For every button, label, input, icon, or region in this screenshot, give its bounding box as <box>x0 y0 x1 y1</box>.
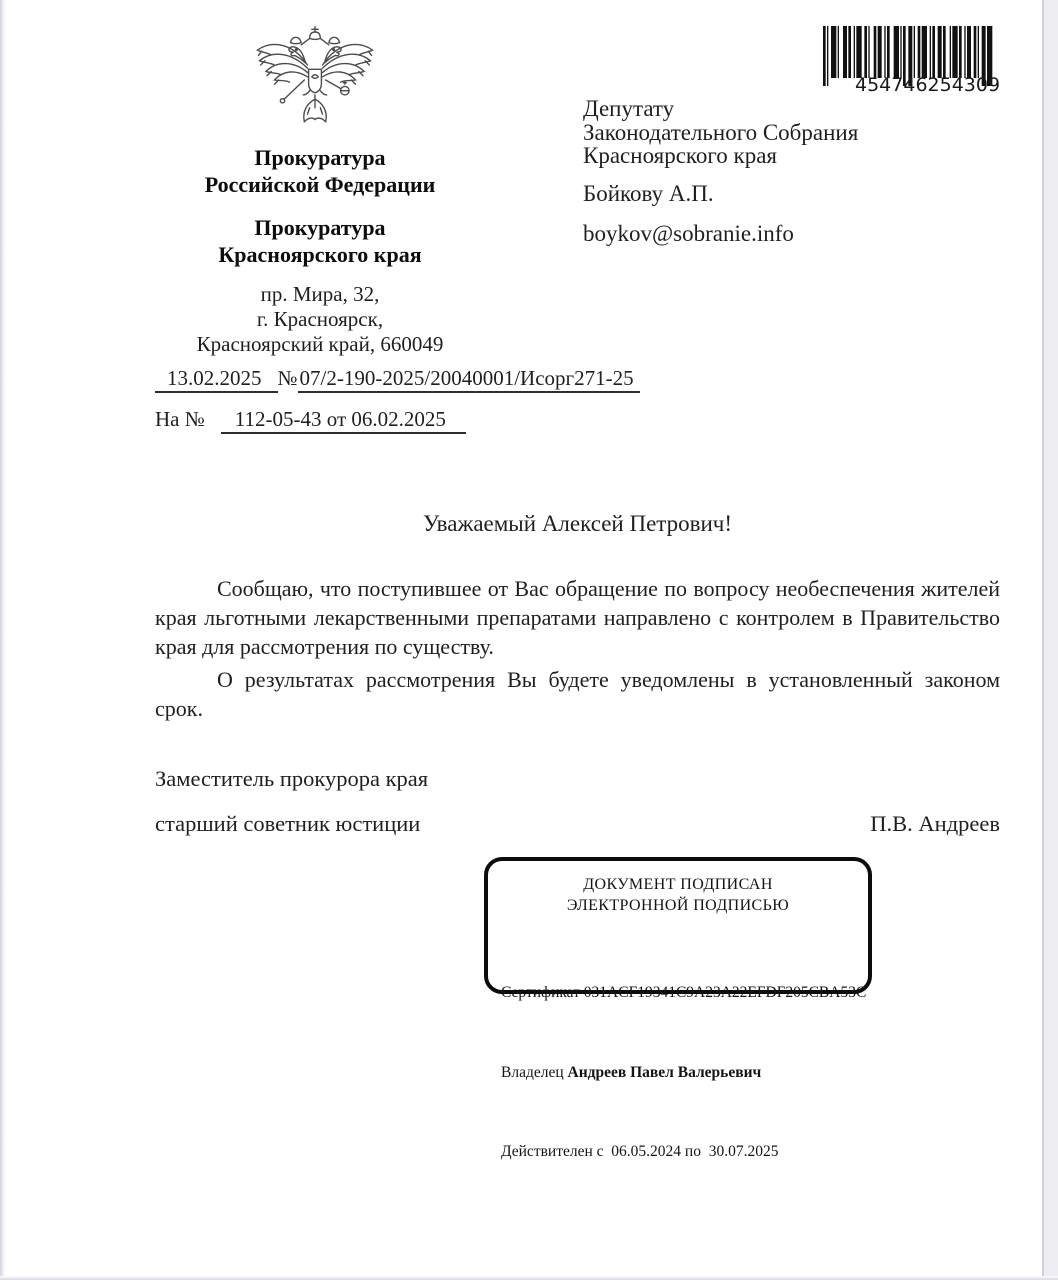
barcode-numbers <box>823 74 1001 96</box>
body-paragraph: Сообщаю, что поступившее от Вас обращение по вопросу необеспечения жителей края льготными лекарственными препаратами направлено с контролем в Правительство края для рассмотрения по существу. <box>155 576 1000 659</box>
number-sign: № <box>277 366 298 390</box>
org-line: Российской Федерации <box>204 172 436 197</box>
recipient-block <box>583 97 858 246</box>
reference-date: 13.02.2025 <box>155 366 278 393</box>
stamp-owner-line <box>501 1060 868 1087</box>
stamp-certificate-line <box>501 980 868 1007</box>
address-line: пр. Мира, 32, <box>260 282 380 306</box>
recipient-line: Законодательного Собрания <box>583 119 859 145</box>
stamp-validity-label: Действителен <box>501 1143 597 1160</box>
recipient-name: Бойкову А.П. <box>583 180 714 206</box>
signer-position-line2: старший советник юстиции <box>155 811 421 836</box>
page-edge-right <box>1042 0 1058 1280</box>
stamp-certificate-label: Сертификат <box>501 984 584 1001</box>
signature-row <box>155 811 1000 837</box>
reply-reference-label: На № <box>155 407 205 431</box>
stamp-validity-value: с 06.05.2024 по 30.07.2025 <box>596 1143 779 1160</box>
signer-position-line1: Заместитель прокурора края <box>155 766 429 791</box>
address-line: г. Красноярск, <box>256 307 384 331</box>
barcode-number-right: 254309 <box>927 74 1001 96</box>
page-edge-bottom <box>0 1276 1058 1280</box>
stamp-details <box>501 927 868 1219</box>
barcode-number-left: 454746 <box>855 74 928 96</box>
org-name-region <box>130 214 510 268</box>
recipient-line: Красноярского края <box>583 143 777 168</box>
stamp-certificate-value: 031ACF19341C9A23A22EFDF205CBA53C <box>583 984 867 1001</box>
stamp-owner-value: Андреев Павел Валерьевич <box>567 1063 762 1081</box>
stamp-title <box>488 874 868 916</box>
body-paragraph: О результатах рассмотрения Вы будете уведомлены в установленный законом срок. <box>155 667 1000 721</box>
org-name-federation <box>130 144 510 198</box>
recipient-line: Депутату <box>583 96 675 121</box>
stamp-title-line: ЭЛЕКТРОННОЙ ПОДПИСЬЮ <box>566 897 790 914</box>
stamp-validity-line <box>501 1139 868 1166</box>
org-address <box>130 282 510 357</box>
org-line: Красноярского края <box>218 242 422 267</box>
page-edge-left <box>0 0 6 1280</box>
org-line: Прокуратура <box>254 215 386 240</box>
reference-line <box>155 366 640 391</box>
org-line: Прокуратура <box>254 145 386 170</box>
esignature-stamp <box>484 857 872 1160</box>
recipient-email: boykov@sobranie.info <box>583 221 794 246</box>
reference-number: 07/2-190-2025/20040001/Исорг271-25 <box>298 366 640 393</box>
address-line: Красноярский край, 660049 <box>196 332 444 356</box>
russian-coat-of-arms-icon <box>251 24 379 136</box>
stamp-title-line: ДОКУМЕНТ ПОДПИСАН <box>583 876 773 893</box>
reply-reference-value: 112-05-43 от 06.02.2025 <box>221 407 466 434</box>
letter-body <box>155 574 1000 723</box>
signer-name: П.В. Андреев <box>870 811 1000 836</box>
stamp-owner-label: Владелец <box>501 1063 568 1081</box>
greeting: Уважаемый Алексей Петрович! <box>422 511 733 536</box>
reply-reference-line <box>155 407 466 432</box>
